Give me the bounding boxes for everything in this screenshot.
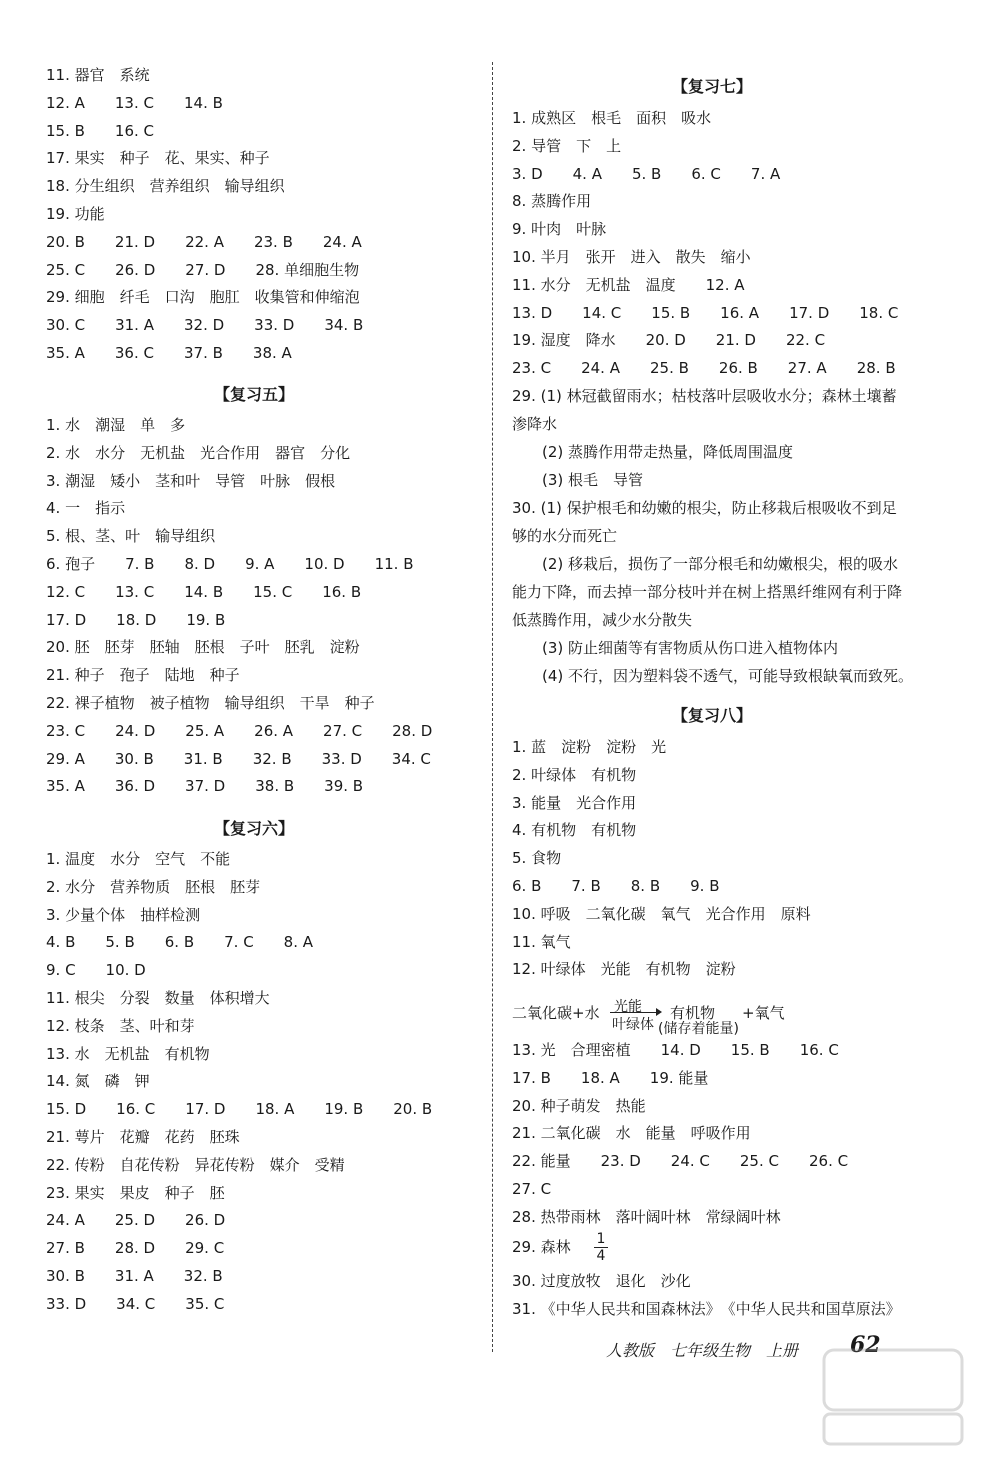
answer-line: 22. 裸子植物 被子植物 输导组织 干旱 种子 [46,694,375,712]
book-edition-label: 人教版 七年级生物 上册 [606,1341,799,1360]
section-heading: 【复习八】 [672,706,753,725]
answer-line: 能力下降，而去掉一部分枝叶并在树上搭黑纤维网有利于降 [512,583,903,601]
answer-line: 2. 导管 下 上 [512,136,622,155]
answer-line: 13. 水 无机盐 有机物 [46,1044,210,1063]
answer-line: 9. C 10. D [46,961,146,980]
answer-line: 5. 根、茎、叶 输导组织 [46,527,216,546]
answer-line: 1. 水 潮湿 单 多 [46,416,186,434]
fraction-one-quarter [594,1232,608,1263]
answer-line: 12. A 13. C 14. B [46,93,223,112]
answer-line: 23. 果实 果皮 种子 胚 [46,1183,225,1202]
answer-line: 1. 蓝 淀粉 淀粉 光 [512,738,667,756]
answer-line: 30. (1) 保护根毛和幼嫩的根尖，防止移栽后根吸收不到足 [512,499,897,517]
section-heading: 【复习六】 [214,819,295,838]
answer-line: 12. 叶绿体 光能 有机物 淀粉 [512,960,736,979]
answer-line: 35. A 36. C 37. B 38. A [46,344,292,362]
answer-line: (3) 根毛 导管 [542,470,644,489]
answer-line: (2) 蒸腾作用带走热量，降低周围温度 [542,443,794,461]
fraction-numerator: 1 [596,1231,606,1247]
answer-line: 11. 水分 无机盐 温度 12. A [512,275,745,294]
answer-line: 2. 叶绿体 有机物 [512,765,637,784]
answer-line: 12. C 13. C 14. B 15. C 16. B [46,582,362,601]
answer-line: 3. 少量个体 抽样检测 [46,905,201,924]
equation-product-organic: 有机物 [670,1004,716,1022]
answer-line: (4) 不行，因为塑料袋不透气，可能导致根缺氧而致死。 [542,666,914,685]
answer-line: 19. 湿度 降水 20. D 21. D 22. C [512,331,826,350]
answer-line: 4. 一 指示 [46,499,126,518]
answer-line: 17. B 18. A 19. 能量 [512,1068,709,1087]
answer-line: 15. B 16. C [46,121,155,140]
answer-line: 8. 蒸腾作用 [512,192,592,211]
answer-line: 21. 二氧化碳 水 能量 呼吸作用 [512,1124,751,1143]
answer-line: 21. 种子 孢子 陆地 种子 [46,666,240,685]
section-heading: 【复习五】 [214,385,295,404]
answer-line: 3. 潮湿 矮小 茎和叶 导管 叶脉 假根 [46,471,336,490]
answer-line: 20. 种子萌发 热能 [512,1096,646,1115]
answer-line: (2) 移栽后，损伤了一部分根毛和幼嫩根尖，根的吸水 [542,555,899,573]
answer-line: 29. 森林 [512,1238,571,1256]
answer-line: 低蒸腾作用，减少水分散失 [512,610,693,629]
answer-line: 6. B 7. B 8. B 9. B [512,877,720,895]
answer-line: 30. B 31. A 32. B [46,1267,223,1285]
answer-line: 2. 水分 营养物质 胚根 胚芽 [46,877,261,896]
answer-line: 13. D 14. C 15. B 16. A 17. D 18. C [512,303,899,322]
answer-line: 29. 细胞 纤毛 口沟 胞肛 收集管和伸缩泡 [46,288,360,307]
answer-line: 28. 热带雨林 落叶阔叶林 常绿阔叶林 [512,1207,781,1226]
page-number: 62 [850,1332,881,1358]
answer-line: 6. 孢子 7. B 8. D 9. A 10. D 11. B [46,555,414,573]
answer-line: 14. 氮 磷 钾 [46,1072,150,1091]
equation-product-note: (储存着能量) [658,1021,739,1037]
answer-line: 4. B 5. B 6. B 7. C 8. A [46,933,314,952]
equation-product-oxygen: +氧气 [742,1004,785,1022]
answer-line: 11. 氧气 [512,932,571,951]
answer-line: 23. C 24. D 25. A 26. A 27. C 28. D [46,721,433,740]
answer-line: 20. 胚 胚芽 胚轴 胚根 子叶 胚乳 淀粉 [46,638,360,657]
answer-line: 35. A 36. D 37. D 38. B 39. B [46,777,364,796]
answer-line: 9. 叶肉 叶脉 [512,220,607,239]
photosynthesis-equation [512,998,932,1038]
answer-line: 20. B 21. D 22. A 23. B 24. A [46,232,362,251]
answer-line: 21. 萼片 花瓣 花药 胚珠 [46,1128,240,1146]
answer-line: 3. D 4. A 5. B 6. C 7. A [512,164,781,183]
watermark-logo-icon [818,1340,968,1450]
column-divider [492,62,493,1352]
answer-line: 1. 温度 水分 空气 不能 [46,850,231,868]
answer-line: 22. 传粉 自花传粉 异花传粉 媒介 受精 [46,1155,345,1174]
answer-line: 24. A 25. D 26. D [46,1211,226,1230]
answer-line: 13. 光 合理密植 14. D 15. B 16. C [512,1041,839,1059]
answer-line: (3) 防止细菌等有害物质从伤口进入植物体内 [542,639,839,657]
answer-line: 2. 水 水分 无机盐 光合作用 器官 分化 [46,443,351,462]
answer-line: 25. C 26. D 27. D 28. 单细胞生物 [46,260,360,279]
answer-line: 15. D 16. C 17. D 18. A 19. B 20. B [46,1100,433,1119]
answer-line: 够的水分而死亡 [512,526,618,545]
answer-line: 27. C [512,1180,552,1198]
answer-line: 1. 成熟区 根毛 面积 吸水 [512,109,712,127]
answer-line: 23. C 24. A 25. B 26. B 27. A 28. B [512,359,896,378]
answer-line: 10. 呼吸 二氧化碳 氧气 光合作用 原料 [512,904,811,923]
answer-line: 3. 能量 光合作用 [512,793,637,812]
answer-line: 渗降水 [512,414,558,433]
answer-line: 11. 器官 系统 [46,66,150,84]
section-heading: 【复习七】 [672,77,753,96]
reaction-arrow-icon [610,1012,660,1013]
answer-line: 30. 过度放牧 退化 沙化 [512,1272,691,1290]
answer-line: 22. 能量 23. D 24. C 25. C 26. C [512,1152,849,1171]
answer-line: 18. 分生组织 营养组织 输导组织 [46,177,285,196]
answer-line: 11. 根尖 分裂 数量 体积增大 [46,989,270,1007]
equation-condition-light: 光能 [614,999,642,1015]
answer-line: 31. 《中华人民共和国森林法》 《中华人民共和国草原法》 [512,1299,901,1318]
answer-line: 30. C 31. A 32. D 33. D 34. B [46,316,364,335]
answer-line: 17. D 18. D 19. B [46,610,226,629]
answer-line: 17. 果实 种子 花、果实、种子 [46,149,270,168]
answer-line: 4. 有机物 有机物 [512,821,637,840]
answer-line: 10. 半月 张开 进入 散失 缩小 [512,248,751,266]
answer-line: 29. A 30. B 31. B 32. B 33. D 34. C [46,749,431,768]
answer-line: 27. B 28. D 29. C [46,1239,225,1258]
answer-line: 33. D 34. C 35. C [46,1294,225,1313]
answer-line: 5. 食物 [512,849,562,868]
fraction-denominator: 4 [596,1248,606,1264]
equation-reactants: 二氧化碳+水 [512,1004,600,1022]
answer-line: 19. 功能 [46,205,105,223]
answer-line: 29. (1) 林冠截留雨水；枯枝落叶层吸收水分；森林土壤蓄 [512,387,897,405]
equation-condition-chloroplast: 叶绿体 [612,1017,654,1033]
answer-line: 12. 枝条 茎、叶和芽 [46,1016,195,1035]
